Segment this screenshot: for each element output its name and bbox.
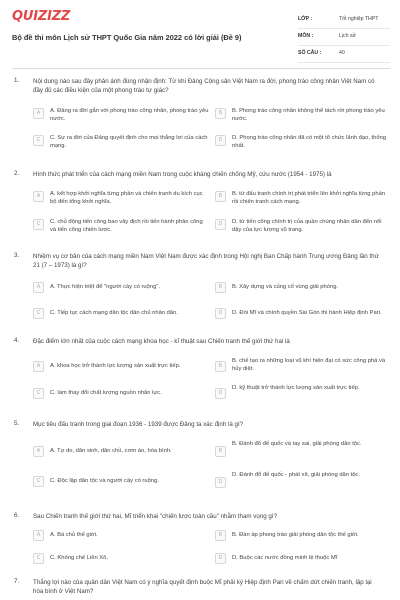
option-letter-box: C — [33, 553, 44, 564]
option-text: B. chế tạo ra những loại vũ khí hiện đại có sức công phá và hủy diệt. — [232, 358, 386, 372]
option-text: C. Sự ra đời của Đảng quyết định cho mọi thắng lợi của cách mạng. — [50, 135, 208, 149]
question-text: Nội dung nào sau đây phản ánh đúng nhận định: Từ khi Đảng Cộng sản Việt Nam ra đời, phong trào công nhân Việt Nam có đầy đủ các điều kiện của một phong trào tự giác? — [33, 78, 375, 94]
option-letter-box: D — [215, 219, 226, 230]
option-letter-box: B — [215, 361, 226, 372]
question-number: 7. — [14, 578, 20, 585]
question-text: Đặc điểm lớn nhất của cuộc cách mạng khoa học - kĩ thuật sau Chiến tranh thế giới thứ hai là — [33, 338, 290, 345]
option-letter-box: B — [215, 282, 226, 293]
option-letter-box: D — [215, 477, 226, 488]
meta-value: Lịch sử — [339, 33, 357, 39]
option-letter-box: C — [33, 308, 44, 319]
option-text: B. Đàn áp phong trào giải phóng dân tộc thế giới. — [232, 532, 359, 538]
option-text: D. kỹ thuật trở thành lực lượng sản xuất trực tiếp. — [232, 385, 360, 391]
option-letter-box: B — [215, 108, 226, 119]
question-number: 3. — [14, 252, 20, 259]
question-number: 6. — [14, 512, 20, 519]
option-text: D. Phong trào công nhân đã có một tổ chức lãnh đạo, thống nhất. — [232, 135, 387, 149]
option-text: A. Đảng ra đời gắn với phong trào công nhân, phong trào yêu nước. — [50, 108, 209, 122]
option-text: A. Thực hiện triệt để "người cày có ruộng". — [50, 284, 160, 290]
option-text: D. Đòi Mĩ và chính quyền Sài Gòn thi hành Hiệp định Pari. — [232, 310, 382, 316]
option-letter-box: B — [215, 191, 226, 202]
option-letter-box: A — [33, 530, 44, 541]
option-letter-box: A — [33, 446, 44, 457]
option-text: C. làm thay đổi chất lượng nguồn nhân lực. — [50, 390, 162, 396]
meta-value: Tốt nghiệp THPT — [339, 16, 379, 22]
document-header — [0, 0, 400, 62]
option-letter-box: D — [215, 308, 226, 319]
option-letter-box: A — [33, 361, 44, 372]
question-text: Hình thức phát triển của cách mạng miền Nam trong cuộc kháng chiến chống Mỹ, cứu nước (1954 - 1975) là — [33, 171, 332, 178]
option-text: B. từ đấu tranh chính trị phát triển lên khởi nghĩa từng phần rồi chiến tranh cách mạng. — [232, 191, 386, 205]
quizizz-logo: QUIZIZZ — [12, 9, 71, 24]
option-letter-box: D — [215, 553, 226, 564]
option-text: C. Độc lập dân tộc và người cày có ruộng. — [50, 478, 159, 484]
question-number: 4. — [14, 337, 20, 344]
meta-label: MÔN : — [298, 33, 314, 39]
option-letter-box: A — [33, 108, 44, 119]
meta-value: 40 — [339, 50, 345, 56]
option-letter-box: C — [33, 219, 44, 230]
option-letter-box: B — [215, 530, 226, 541]
meta-label: LỚP : — [298, 16, 313, 22]
option-text: C. Khống chế Liên Xô. — [50, 555, 109, 561]
option-text: D. Đánh đổ đế quốc - phát xít, giải phóng dân tộc. — [232, 472, 360, 478]
question-text: Mục tiêu đấu tranh trong giai đoạn 1936 - 1939 được Đảng ta xác định là gì? — [33, 421, 244, 428]
option-letter-box: C — [33, 135, 44, 146]
option-text: C. Tiếp tục cách mạng dân tộc dân chủ nhân dân. — [50, 310, 178, 316]
meta-row-class — [298, 14, 390, 29]
question-number: 5. — [14, 420, 20, 427]
document-title: Bộ đề thi môn Lịch sử THPT Quốc Gia năm 2022 có lời giải (Đề 9) — [12, 33, 242, 42]
option-letter-box: A — [33, 191, 44, 202]
option-text: A. khoa học trở thành lực lượng sản xuất trực tiếp. — [50, 363, 181, 369]
option-letter-box: D — [215, 388, 226, 399]
meta-label: SỐ CÂU : — [298, 50, 322, 56]
option-text: A. Tự do, dân sinh, dân chủ, cơm áo, hòa bình. — [50, 448, 172, 454]
option-text: D. từ tiến công chính trị của quần chúng nhân dân đến nổi dậy của lực lượng vũ trang. — [232, 219, 382, 233]
option-text: D. Buộc các nước đồng minh lệ thuộc Mĩ — [232, 555, 338, 561]
meta-table — [298, 14, 390, 65]
question-number: 2. — [14, 170, 20, 177]
option-text: B. Phong trào công nhân không thể tách rời phong trào yêu nước. — [232, 108, 385, 122]
question-text: Thắng lợi nào của quân dân Việt Nam có ý nghĩa quyết định buộc Mĩ phải ký Hiệp định Pari về chấm dứt chiến tranh, lập lại hòa bình ở Việt Nam? — [33, 579, 372, 595]
option-text: B. Đánh đổ đế quốc và tay sai, giải phóng dân tộc. — [232, 441, 362, 447]
option-letter-box: C — [33, 388, 44, 399]
option-text: A. Bá chủ thế giới. — [50, 532, 98, 538]
option-letter-box: D — [215, 135, 226, 146]
option-letter-box: B — [215, 446, 226, 457]
header-divider — [12, 68, 390, 69]
option-letter-box: A — [33, 282, 44, 293]
question-number: 1. — [14, 77, 20, 84]
question-text: Sau Chiến tranh thế giới thứ hai, Mĩ triển khai "chiến lược toàn cầu" nhằm tham vọng gì? — [33, 513, 278, 520]
option-text: B. Xây dựng và củng cố vùng giải phóng. — [232, 284, 339, 290]
question-text: Nhiệm vụ cơ bản của cách mạng miền Nam Việt Nam được xác định trong Hội nghị Ban Chấp hành Trung ương Đảng lần thứ 21 (7 – 1973) là gì? — [33, 253, 379, 269]
meta-row-question-count — [298, 48, 390, 63]
option-letter-box: C — [33, 476, 44, 487]
meta-row-subject — [298, 31, 390, 46]
option-text: C. chủ động tiến công bao vây địch rồi tiến hành phản công và tiến công chiến lược. — [50, 219, 203, 233]
option-text: A. kết hợp khởi nghĩa từng phần và chiến tranh du kích cục bộ đến tổng khởi nghĩa. — [50, 191, 203, 205]
